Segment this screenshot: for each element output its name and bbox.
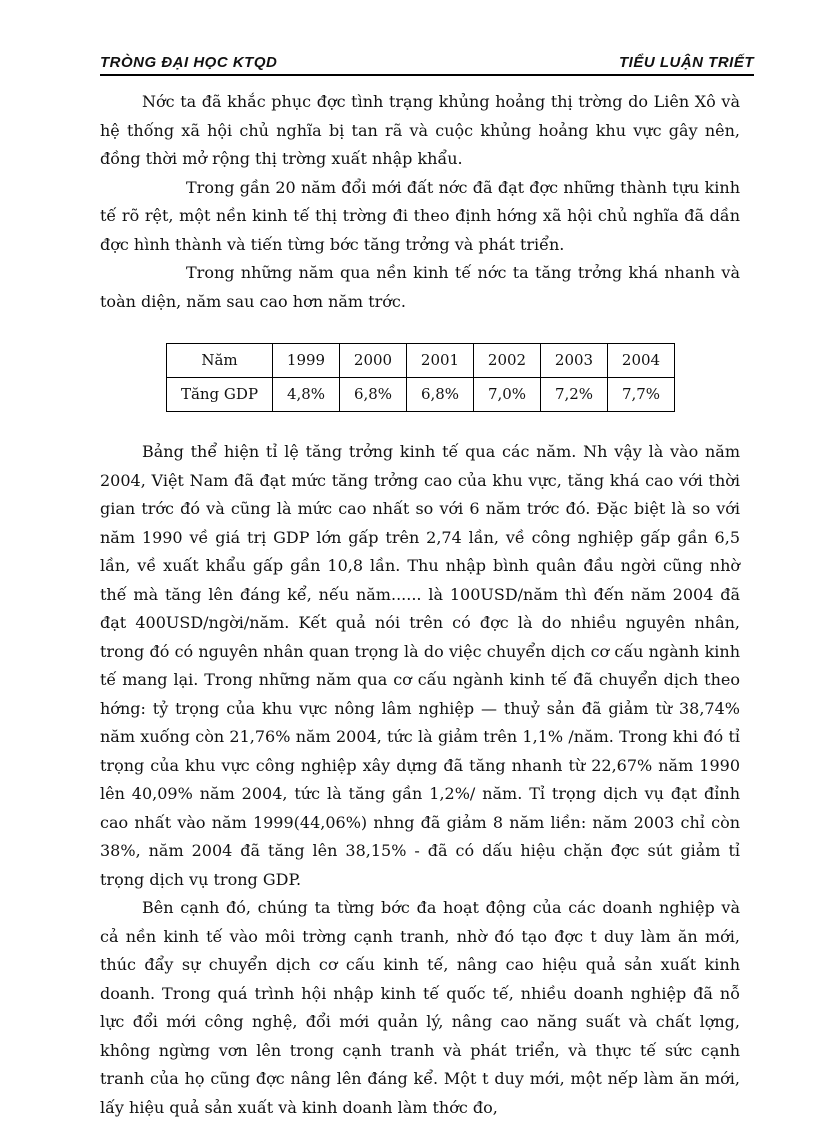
table-row-gdp (167, 378, 675, 412)
table-cell: 2002 (474, 344, 541, 378)
table-header-gdp: Tăng GDP (167, 378, 273, 412)
table-cell: 4,8% (273, 378, 340, 412)
table-cell: 6,8% (407, 378, 474, 412)
paragraph-3: Trong những năm qua nền kinh tế nớc ta tăng trởng khá nhanh và toàn diện, năm sau cao hơn năm trớc. (100, 263, 740, 311)
table-cell: 2004 (608, 344, 675, 378)
paragraph-4: Bảng thể hiện tỉ lệ tăng trởng kinh tế qua các năm. Nh vậy là vào năm 2004, Việt Nam đã đạt mức tăng trởng cao của khu vực, tăng khá cao với thời gian trớc đó và cũng là mức cao nhất so với 6 năm trớc đó. Đặc biệt là so với năm 1990 về giá trị GDP lớn gấp trên 2,74 lần, về công nghiệp gấp gần 6,5 lần, về xuất khẩu gấp gần 10,8 lần. Thu nhập bình quân đầu ngời cũng nhờ thế mà tăng lên đáng kể, nếu năm...... là 100USD/năm thì đến năm 2004 đã đạt 400USD/ngời/năm. Kết quả nói trên có đợc là do nhiều nguyên nhân, trong đó có nguyên nhân quan trọng là do việc chuyển dịch cơ cấu ngành kinh tế mang lại. Trong những năm qua cơ cấu ngành kinh tế đã chuyển dịch theo hớng: tỷ trọng của khu vực nông lâm nghiệp — thuỷ sản đã giảm từ 38,74% năm xuống còn 21,76% năm 2004, tức là giảm trên 1,1% /năm. Trong khi đó tỉ trọng của khu vực công nghiệp xây dựng đã tăng nhanh từ 22,67% năm 1990 lên 40,09% năm 2004, tức là tăng gần 1,2%/ năm. Tỉ trọng dịch vụ đạt đỉnh cao nhất vào năm 1999(44,06%) nhng đã giảm 8 năm liền: năm 2003 chỉ còn 38%, năm 2004 đã tăng lên 38,15% - đã có dấu hiệu chặn đợc sút giảm tỉ trọng dịch vụ trong GDP. (100, 442, 740, 889)
table-cell: 7,0% (474, 378, 541, 412)
table-cell: 2003 (541, 344, 608, 378)
header-school: TRÒNG ĐẠI HỌC KTQD (100, 54, 278, 71)
table-header-year: Năm (167, 344, 273, 378)
table-row-years (167, 344, 675, 378)
paragraph-2: Trong gần 20 năm đổi mới đất nớc đã đạt đợc những thành tựu kinh tế rõ rệt, một nền kinh tế thị trờng đi theo định hớng xã hội chủ nghĩa đã dần đợc hình thành và tiến từng bớc tăng trởng và phát triển. (100, 177, 740, 254)
table-cell: 2000 (340, 344, 407, 378)
gdp-table (166, 343, 675, 412)
header-rule (100, 74, 754, 76)
paragraph-1: Nớc ta đã khắc phục đợc tình trạng khủng hoảng thị trờng do Liên Xô và hệ thống xã hội chủ nghĩa bị tan rã và cuộc khủng hoảng khu vực gây nên, đồng thời mở rộng thị trờng xuất nhập khẩu. (100, 92, 740, 168)
table-cell: 2001 (407, 344, 474, 378)
table-cell: 1999 (273, 344, 340, 378)
document-body (100, 88, 740, 1122)
page-header (100, 52, 754, 78)
table-cell: 6,8% (340, 378, 407, 412)
header-title: TIỂU LUẬN TRIẾT (619, 54, 754, 71)
paragraph-5: Bên cạnh đó, chúng ta từng bớc đa hoạt động của các doanh nghiệp và cả nền kinh tế vào môi trờng cạnh tranh, nhờ đó tạo đợc t duy làm ăn mới, thúc đẩy sự chuyển dịch cơ cấu kinh tế, nâng cao hiệu quả sản xuất kinh doanh. Trong quá trình hội nhập kinh tế quốc tế, nhiều doanh nghiệp đã nỗ lực đổi mới công nghệ, đổi mới quản lý, nâng cao năng suất và chất lợng, không ngừng vơn lên trong cạnh tranh và phát triển, và thực tế sức cạnh tranh của họ cũng đợc nâng lên đáng kể. Một t duy mới, một nếp làm ăn mới, lấy hiệu quả sản xuất và kinh doanh làm thớc đo, (100, 898, 740, 1117)
table-cell: 7,2% (541, 378, 608, 412)
table-cell: 7,7% (608, 378, 675, 412)
